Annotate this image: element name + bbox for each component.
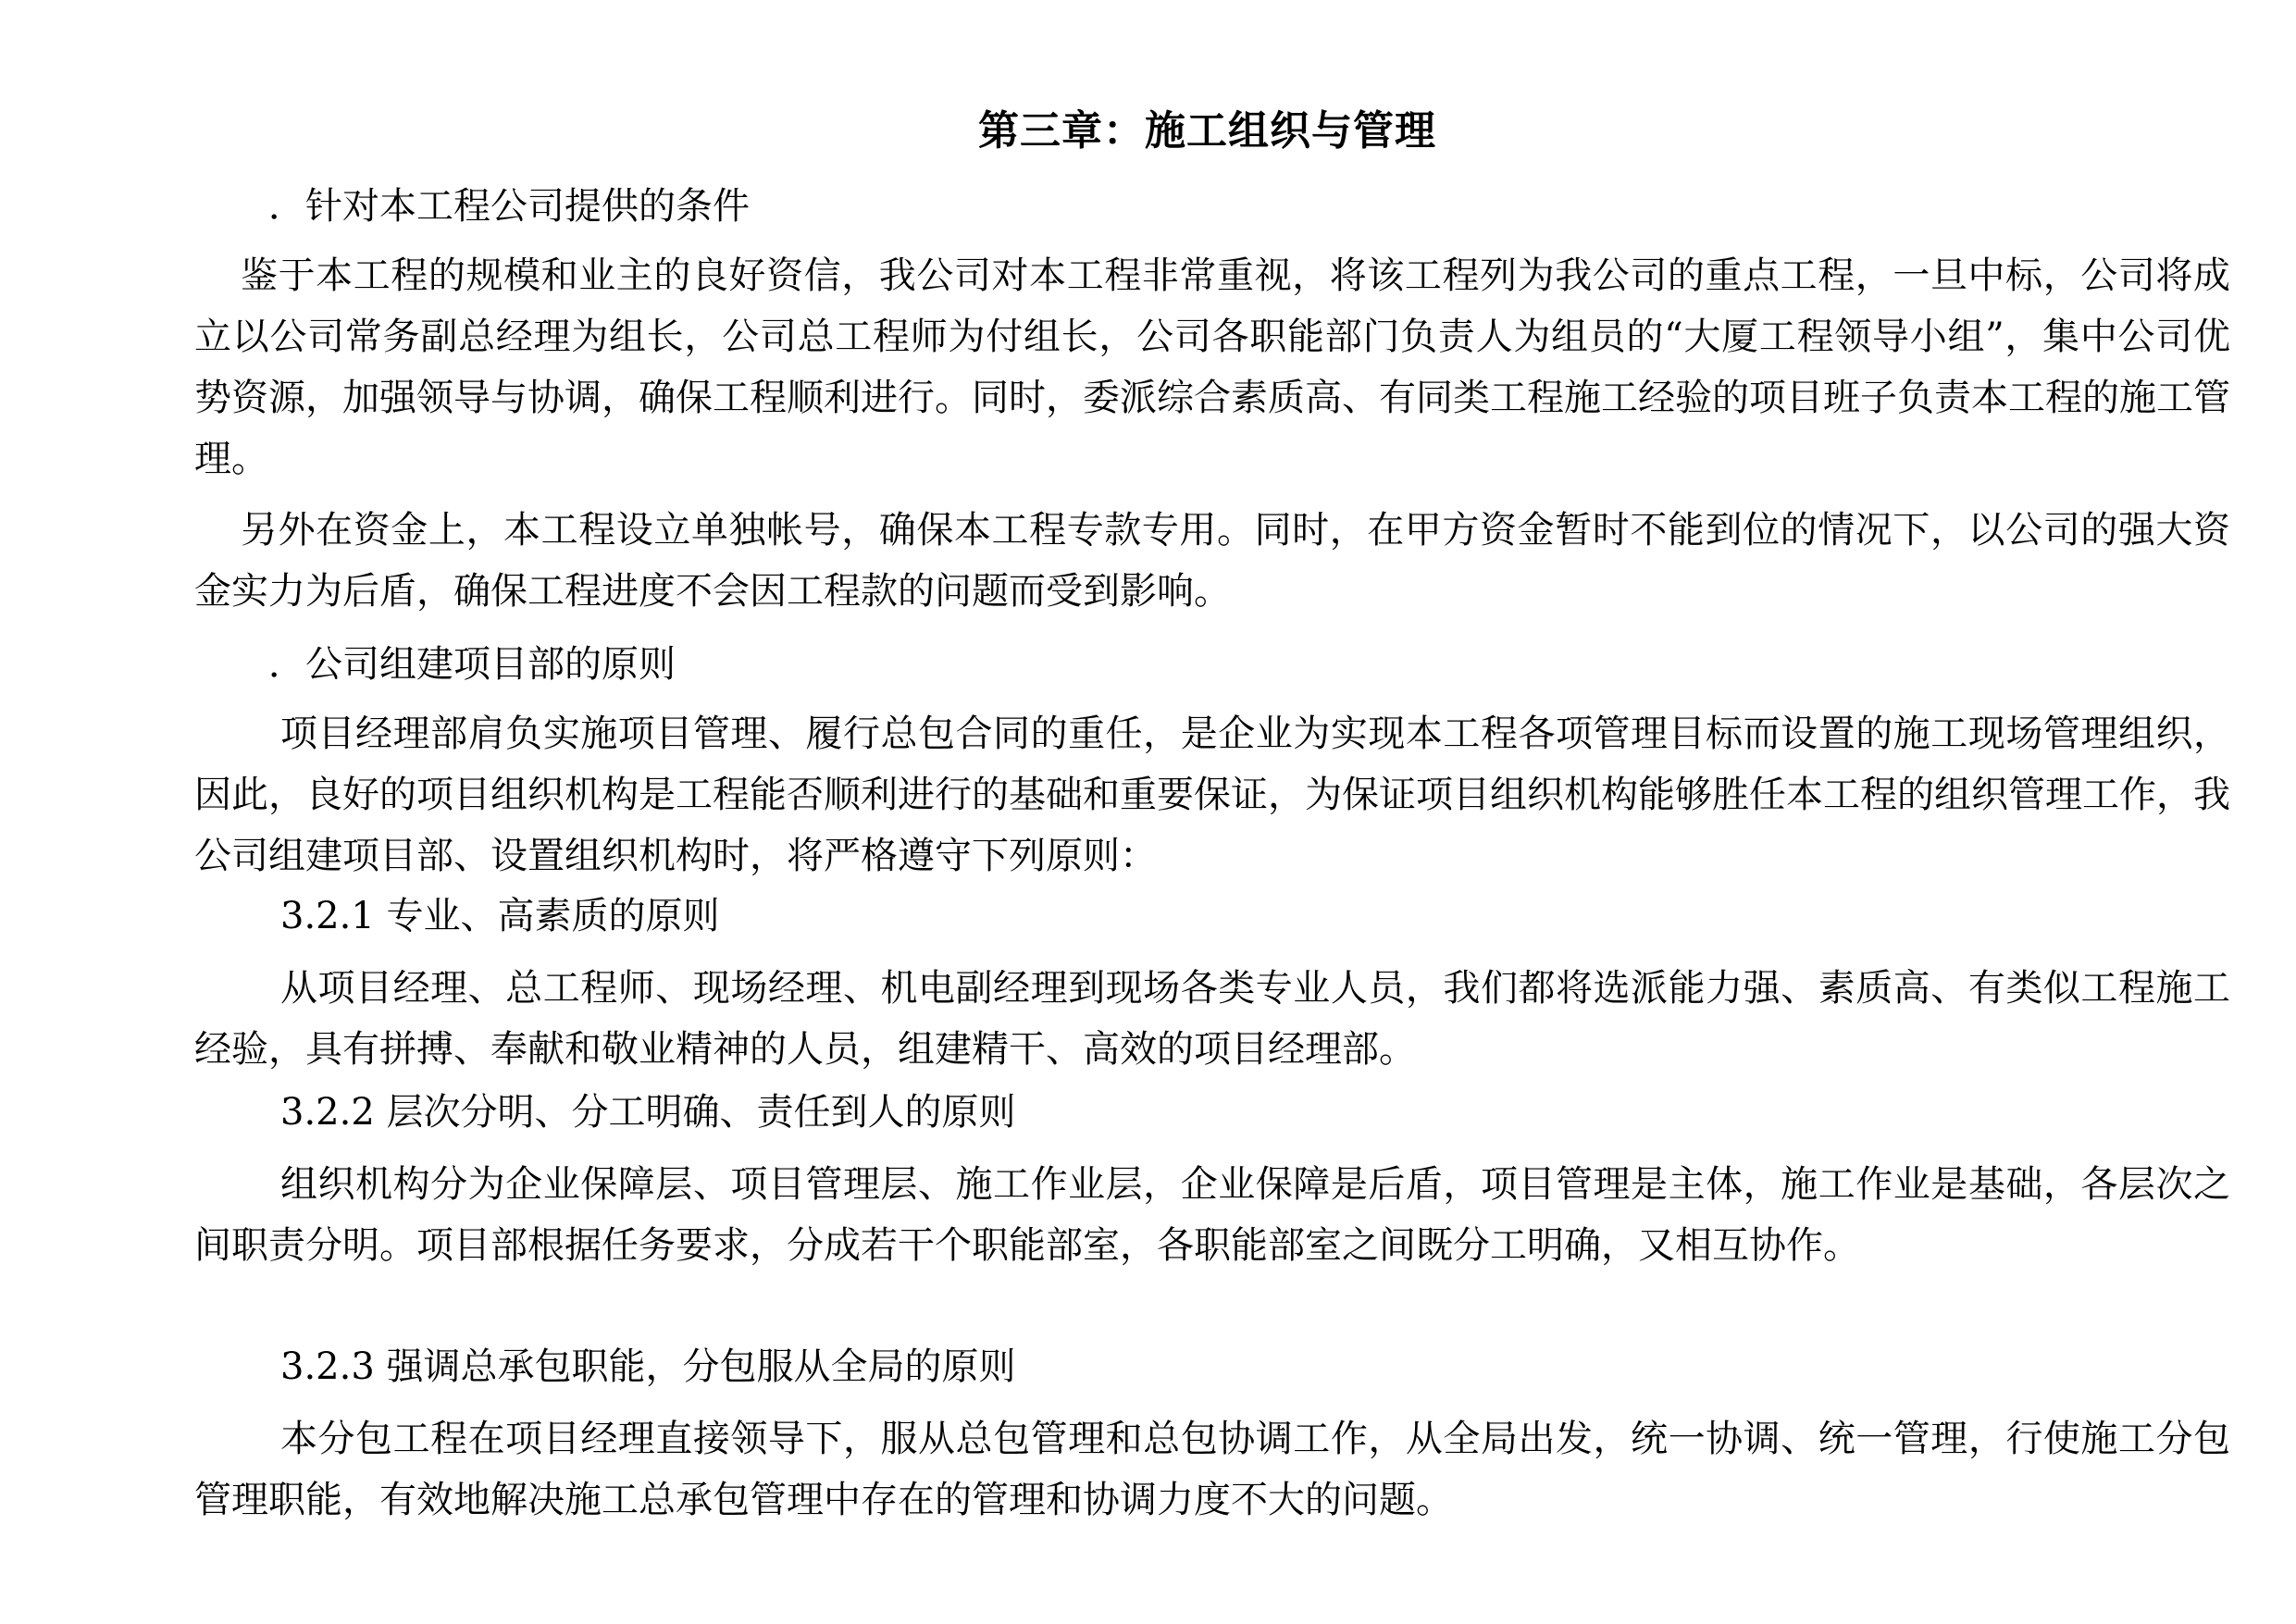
paragraph-3-2-1: 从项目经理、总工程师、现场经理、机电副经理到现场各类专业人员，我们都将选派能力强、素质高、有类似工程施工经验，具有拼搏、奉献和敬业精神的人员，组建精干、高效的项目经理部。 bbox=[194, 967, 2230, 1071]
section-heading-principles: ．公司组建项目部的原则 bbox=[268, 643, 676, 686]
paragraph-conditions-2: 另外在资金上，本工程设立单独帐号，确保本工程专款专用。同时，在甲方资金暂时不能到位的情况下，以公司的强大资金实力为后盾，确保工程进度不会因工程款的问题而受到影响。 bbox=[194, 509, 2230, 613]
paragraph-principles-intro: 项目经理部肩负实施项目管理、履行总包合同的重任，是企业为实现本工程各项管理目标而设置的施工现场管理组织，因此，良好的项目组织机构是工程能否顺利进行的基础和重要保证，为保证项目组织机构能够胜任本工程的组织管理工作，我公司组建项目部、设置组织机构时，将严格遵守下列原则： bbox=[194, 713, 2230, 877]
paragraph-conditions-1: 鉴于本工程的规模和业主的良好资信，我公司对本工程非常重视，将该工程列为我公司的重点工程，一旦中标，公司将成立以公司常务副总经理为组长，公司总工程师为付组长，公司各职能部门负责人为组员的“大厦工程领导小组”，集中公司优势资源，加强领导与协调，确保工程顺利进行。同时，委派综合素质高、有同类工程施工经验的项目班子负责本工程的施工管理。 bbox=[194, 254, 2230, 480]
subsection-heading-3-2-1: 3.2.1 专业、高素质的原则 bbox=[280, 895, 720, 937]
paragraph-3-2-2: 组织机构分为企业保障层、项目管理层、施工作业层，企业保障是后盾，项目管理是主体，施工作业是基础，各层次之间职责分明。项目部根据任务要求，分成若干个职能部室，各职能部室之间既分工明确，又相互协作。 bbox=[194, 1163, 2230, 1267]
subsection-heading-3-2-2: 3.2.2 层次分明、分工明确、责任到人的原则 bbox=[280, 1091, 1016, 1134]
subsection-heading-3-2-3: 3.2.3 强调总承包职能，分包服从全局的原则 bbox=[280, 1345, 1016, 1388]
section-heading-conditions: ．针对本工程公司提供的条件 bbox=[268, 185, 750, 228]
paragraph-3-2-3: 本分包工程在项目经理直接领导下，服从总包管理和总包协调工作，从全局出发，统一协调、统一管理，行使施工分包管理职能，有效地解决施工总承包管理中存在的管理和协调力度不大的问题。 bbox=[194, 1418, 2230, 1521]
chapter-title: 第三章：施工组织与管理 bbox=[978, 107, 1436, 155]
